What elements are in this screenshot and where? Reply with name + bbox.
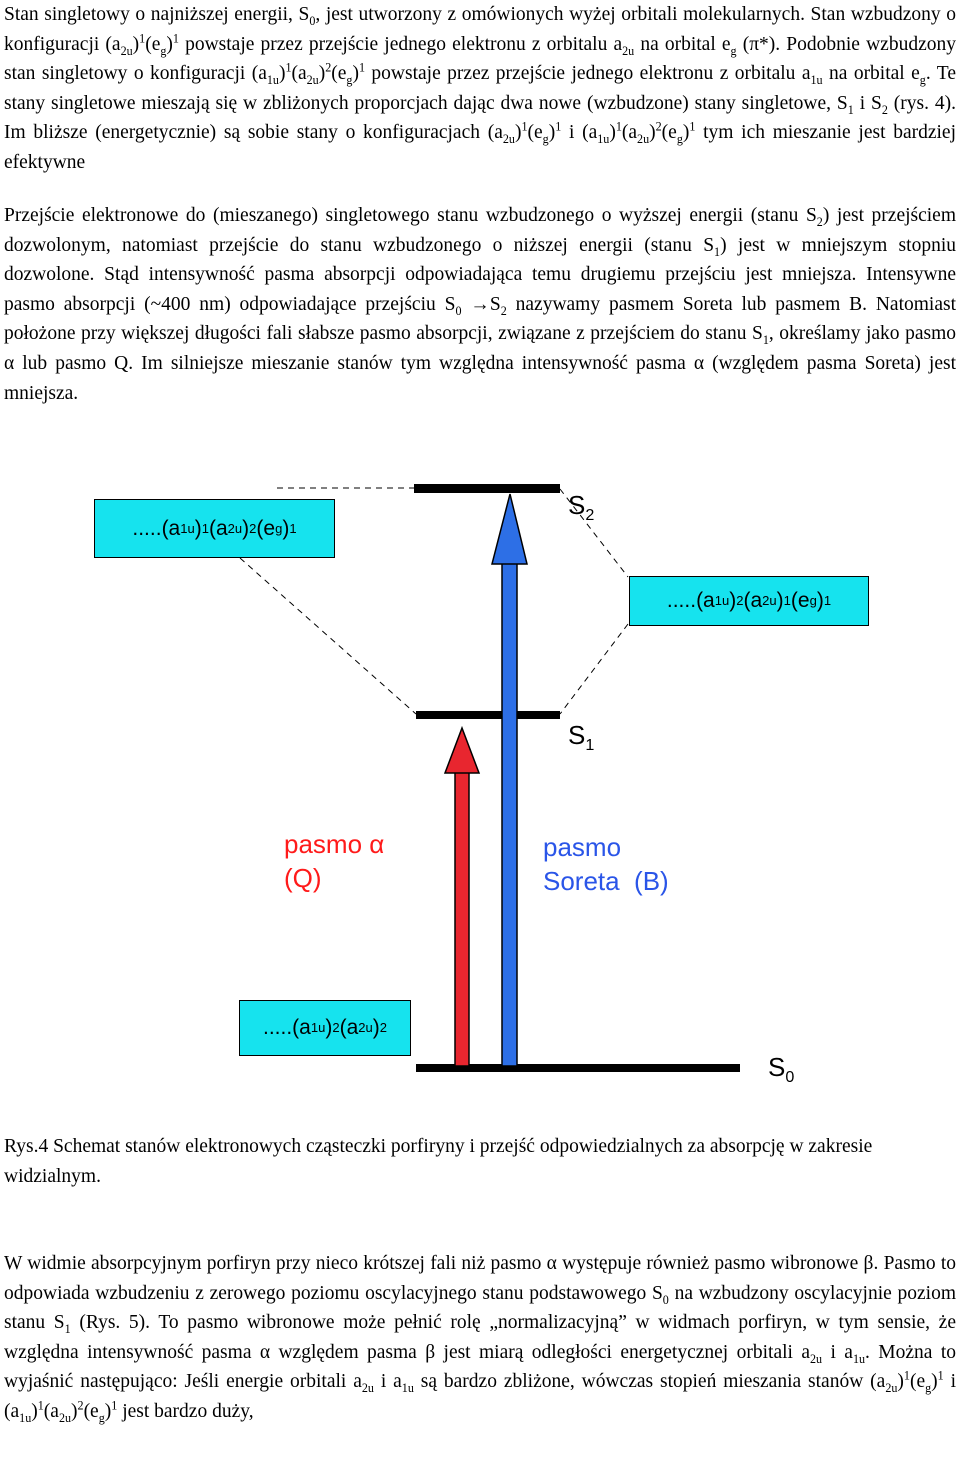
- paragraph-vibronic-band: W widmie absorpcyjnym porfiryn przy nieco krótszej fali niż pasmo α występuje również pasmo wibronowe β. Pasmo to odpowiada wzbudzeniu z zerowego poziomu oscylacyjnego stanu podstawowego $S_0$ na wzbudzony oscylacyjnie poziom stanu $S_1$ (Rys. 5). To pasmo wibronowe może pełnić rolę „normalizacyjną” w widmach porfiryn, w tym sensie, że względna intensywność pasma α względem pasma β jest miarą odległości energetycznej orbitali $a_{2u}$ i $a_{1u}$. Można to wyjaśnić następująco: Jeśli energie orbitali $a_{2u}$ i $a_{1u}$ są bardzo zbliżone, wówczas stopień mieszania stanów $(a_{2u})^1(e_g)^1$ i $(a_{1u})^1(a_{2u})^2(e_g)^1$ jest bardzo duży,: [4, 1253, 957, 1425]
- alpha-arrow-head: [445, 728, 479, 773]
- level-s1: [416, 711, 560, 719]
- alpha-arrow-shaft: [455, 772, 469, 1066]
- energy-level-diagram: [0, 480, 960, 1100]
- config-box-s0: .....(a 1u ) 2 (a 2u ) 2: [239, 1000, 411, 1056]
- band-soret-label: pasmo Soreta (B): [543, 832, 669, 896]
- config-box-mid: .....(a 1u ) 2 (a 2u ) 1 (e g ) 1: [629, 576, 869, 626]
- level-s2: [414, 484, 560, 493]
- band-alpha-label: pasmo α (Q): [284, 829, 385, 893]
- config-box-s2: .....(a 1u ) 1 (a 2u ) 2 (e g ) 1: [94, 499, 335, 558]
- connector-s1-right: [560, 624, 628, 714]
- label-s1: $S_1$: [568, 720, 595, 755]
- soret-arrow-head: [492, 494, 527, 564]
- diagram-graphics: [0, 480, 960, 1100]
- paragraph-transitions: Przejście elektronowe do (mieszanego) singletowego stanu wzbudzonego o wyższej energii (stanu $S_2$) jest przejściem dozwolonym, natomiast przejście do stanu wzbudzonego o niższej energii (stanu $S_1$) jest w mniejszym stopniu dozwolone. Stąd intensywność pasma absorpcji odpowiadająca temu drugiemu przejściu jest mniejsza. Intensywne pasmo absorpcji (~400 nm) odpowiadające przejściu $S_0 \to S_2$ nazywamy pasmem Soreta lub pasmem B. Natomiast położone przy większej długości fali słabsze pasmo absorpcji, związane z przejściem do stanu $S_1$, określamy jako pasmo α lub pasmo Q. Im silniejsze mieszanie stanów tym względna intensywność pasma α (względem pasma Soreta) jest mniejsza.: [4, 205, 957, 404]
- soret-arrow-shaft: [502, 563, 517, 1066]
- figure-caption: Rys.4 Schemat stanów elektronowych cząsteczki porfiryny i przejść odpowiedzialnych za absorpcję w zakresie widzialnym.: [4, 1136, 873, 1187]
- label-s0: $S_0$: [768, 1052, 795, 1087]
- connector-s1-left: [240, 558, 416, 714]
- label-s2: $S_2$: [568, 490, 595, 525]
- paragraph-singlet-states: Stan singletowy o najniższej energii, $S_0$, jest utworzony z omówionych wyżej orbitali molekularnych. Stan wzbudzony o konfiguracji $(a_{2u})^1(e_g)^1$ powstaje przez przejście jednego elektronu z orbitalu $a_{2u}$ na orbital $e_g$ (π*). Podobnie wzbudzony stan singletowy o konfiguracji $(a_{1u})^1(a_{2u})^2(e_g)^1$ powstaje przez przejście jednego elektronu z orbitalu $a_{1u}$ na orbital $e_g$. Te stany singletowe mieszają się w zbliżonych proporcjach dając dwa nowe (wzbudzone) stany singletowe, $S_1$ i $S_2$ (rys. 4). Im bliższe (energetycznie) są sobie stany o konfiguracjach $(a_{2u})^1(e_g)^1$ i $(a_{1u})^1(a_{2u})^2(e_g)^1$ tym ich mieszanie jest bardziej efektywne: [4, 4, 956, 173]
